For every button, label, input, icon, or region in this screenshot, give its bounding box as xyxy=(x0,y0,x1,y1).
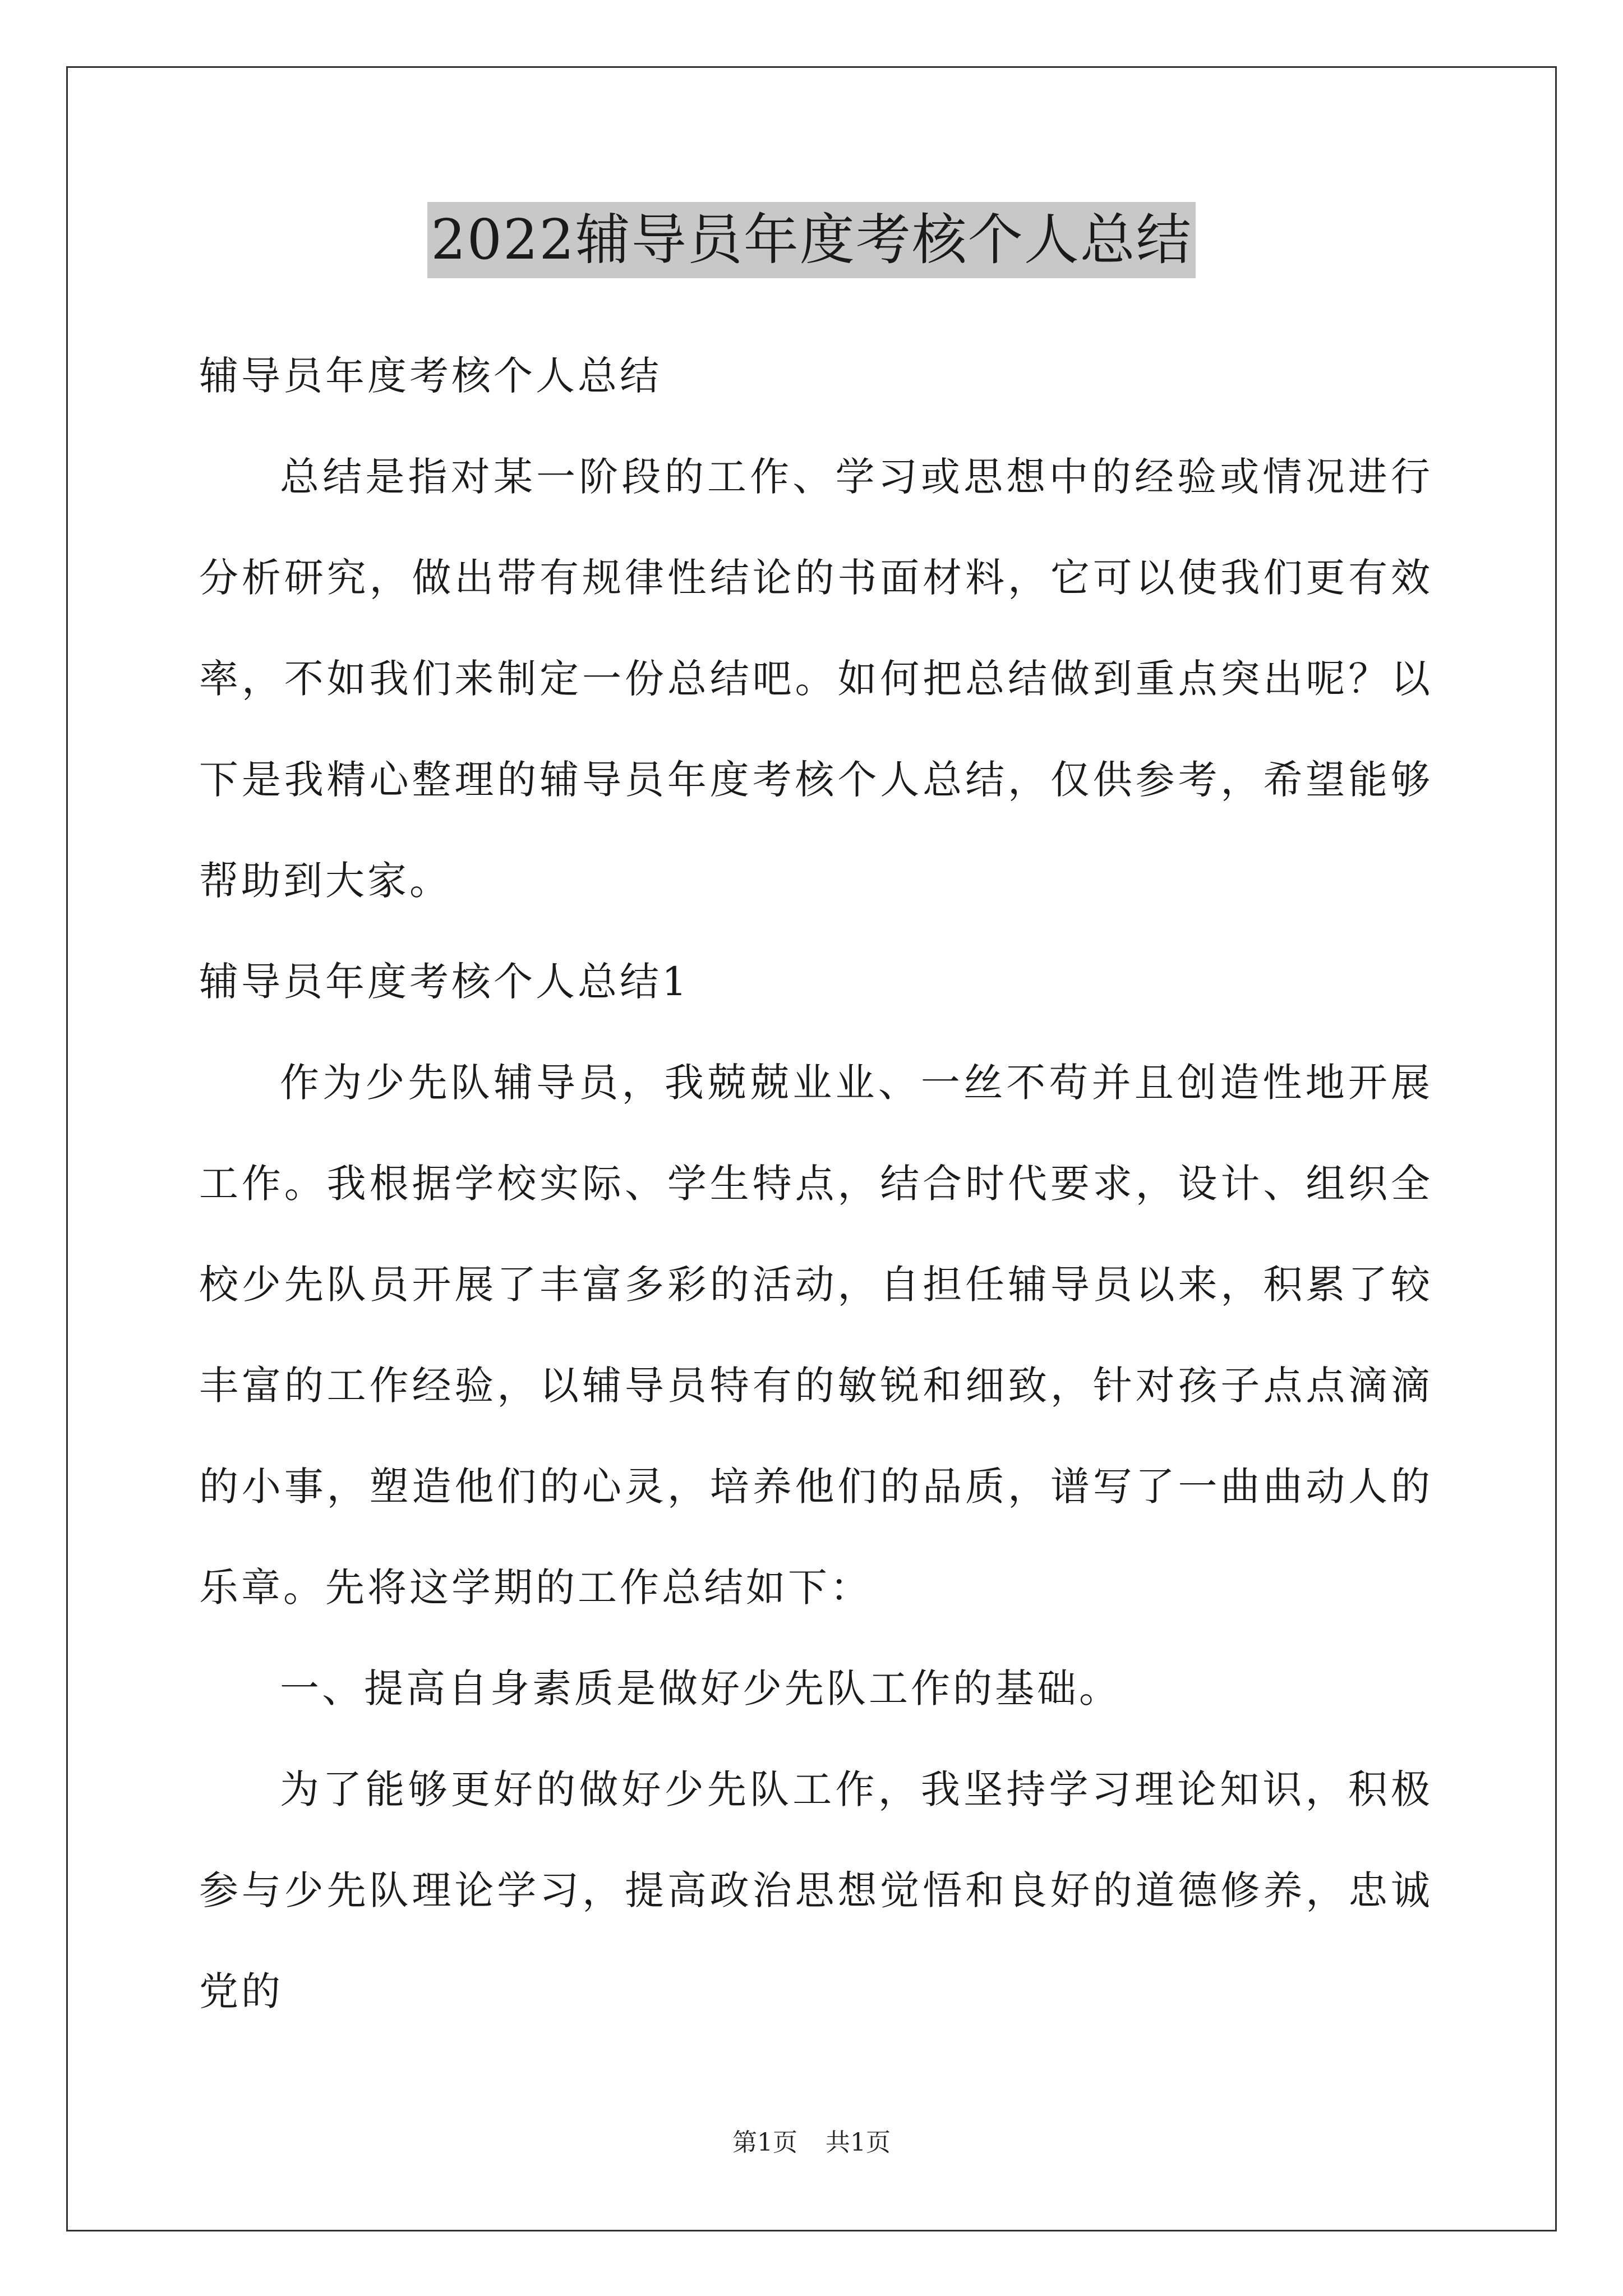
title-container xyxy=(0,202,1623,278)
paragraph: 为了能够更好的做好少先队工作，我坚持学习理论知识，积极参与少先队理论学习，提高政治思想觉悟和良好的道德修养，忠诚党的 xyxy=(199,1766,1433,2014)
paragraph: 总结是指对某一阶段的工作、学习或思想中的经验或情况进行分析研究，做出带有规律性结论的书面材料，它可以使我们更有效率，不如我们来制定一份总结吧。如何把总结做到重点突出呢？以下是我精心整理的辅导员年度考核个人总结，仅供参考，希望能够帮助到大家。 xyxy=(199,454,1433,904)
page-number: 第1页 xyxy=(732,2128,797,2157)
page-footer xyxy=(0,2126,1623,2160)
page-total: 共1页 xyxy=(826,2128,891,2157)
paragraph: 一、提高自身素质是做好少先队工作的基础。 xyxy=(280,1665,1121,1711)
section-heading: 辅导员年度考核个人总结 xyxy=(199,353,662,399)
paragraph: 作为少先队辅导员，我兢兢业业、一丝不苟并且创造性地开展工作。我根据学校实际、学生特点，结合时代要求，设计、组织全校少先队员开展了丰富多彩的活动，自担任辅导员以来，积累了较丰富的工作经验，以辅导员特有的敏锐和细致，针对孩子点点滴滴的小事，塑造他们的心灵，培养他们的品质，谱写了一曲曲动人的乐章。先将这学期的工作总结如下： xyxy=(199,1060,1433,1611)
document-title: 2022辅导员年度考核个人总结 xyxy=(427,202,1195,278)
section-heading: 辅导员年度考核个人总结1 xyxy=(199,959,690,1005)
document-body xyxy=(199,325,1433,2042)
